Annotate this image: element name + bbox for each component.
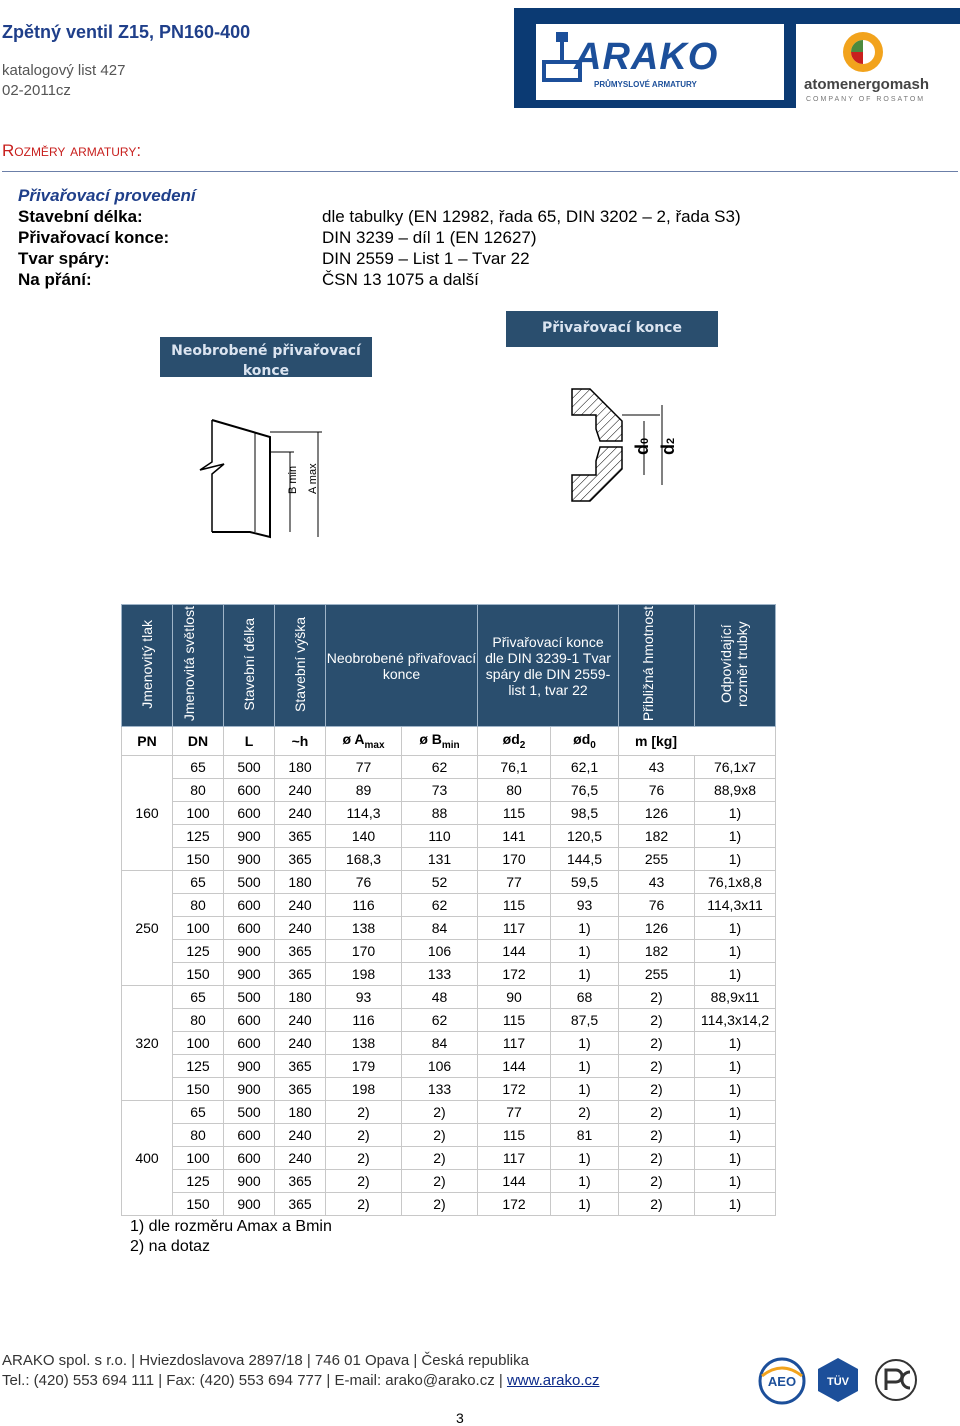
table-cell: 76 (619, 779, 695, 802)
col-header-nominal-pressure: Jmenovitý tlak (122, 605, 173, 727)
table-cell: 2) (619, 1147, 695, 1170)
table-cell: 2) (326, 1101, 402, 1124)
table-cell: 88 (402, 802, 478, 825)
table-cell: 600 (224, 779, 275, 802)
d0-label: d0 (632, 437, 652, 455)
table-cell: 88,9x8 (695, 779, 776, 802)
table-cell: 110 (402, 825, 478, 848)
table-cell: 365 (275, 940, 326, 963)
table-cell: 180 (275, 986, 326, 1009)
pn-cell: 400 (122, 1101, 173, 1216)
spec-value-weld-ends: DIN 3239 – díl 1 (EN 12627) (322, 228, 537, 247)
table-cell: 1) (695, 1032, 776, 1055)
tuv-badge-text: TÜV (827, 1376, 849, 1388)
table-cell: 2) (619, 1124, 695, 1147)
table-cell: 144 (478, 1170, 551, 1193)
table-cell: 365 (275, 1055, 326, 1078)
table-cell: 62 (402, 756, 478, 779)
table-cell: 125 (173, 1055, 224, 1078)
table-row (122, 1078, 776, 1101)
col-header-pipe-size: Odpovídající rozměr trubky (695, 605, 776, 727)
sub-header-h: ~h (275, 727, 326, 756)
table-cell: 365 (275, 1193, 326, 1216)
aeo-badge (752, 1356, 812, 1406)
footer-contact: Tel.: (420) 553 694 111 | Fax: (420) 553 694 777 | E-mail: arako@arako.cz | www.arako.cz (2, 1372, 600, 1389)
spec-label-on-request: Na přání: (18, 270, 92, 289)
table-cell: 182 (619, 940, 695, 963)
table-row (122, 779, 776, 802)
table-cell: 1) (695, 1078, 776, 1101)
table-cell: 900 (224, 940, 275, 963)
table-cell: 106 (402, 1055, 478, 1078)
section-subtitle: Přivařovací provedení (18, 186, 196, 205)
table-cell: 2) (619, 1009, 695, 1032)
table-cell: 116 (326, 894, 402, 917)
table-cell: 150 (173, 1078, 224, 1101)
table-cell: 126 (619, 802, 695, 825)
arako-logo-text: ARAKO (574, 36, 719, 78)
table-cell: 198 (326, 1078, 402, 1101)
table-row (122, 1170, 776, 1193)
table-cell: 115 (478, 802, 551, 825)
table-cell: 81 (551, 1124, 619, 1147)
table-cell: 600 (224, 802, 275, 825)
table-cell: 76,5 (551, 779, 619, 802)
col-header-weld-ends: Přivařovací konce dle DIN 3239-1 Tvar spáry dle DIN 2559-list 1, tvar 22 (478, 605, 619, 727)
sub-header-l: L (224, 727, 275, 756)
table-cell: 65 (173, 871, 224, 894)
table-cell: 1) (695, 1170, 776, 1193)
table-row (122, 1055, 776, 1078)
table-row (122, 1032, 776, 1055)
table-cell: 240 (275, 1032, 326, 1055)
col-header-nominal-size: Jmenovitá světlost (173, 605, 224, 727)
table-cell: 365 (275, 848, 326, 871)
table-cell: 240 (275, 1147, 326, 1170)
table-cell: 365 (275, 825, 326, 848)
table-cell: 900 (224, 1055, 275, 1078)
table-cell: 76 (619, 894, 695, 917)
table-cell: 98,5 (551, 802, 619, 825)
sub-header-dn: DN (173, 727, 224, 756)
table-cell: 62,1 (551, 756, 619, 779)
table-cell: 77 (478, 1101, 551, 1124)
table-cell: 100 (173, 917, 224, 940)
unmachined-ends-label: Neobrobené přivařovací konce (160, 337, 372, 377)
table-cell: 93 (326, 986, 402, 1009)
spec-value-length: dle tabulky (EN 12982, řada 65, DIN 3202 – 2, řada S3) (322, 207, 741, 226)
table-cell: 114,3x11 (695, 894, 776, 917)
table-cell: 2) (326, 1170, 402, 1193)
table-cell: 365 (275, 1170, 326, 1193)
table-row (122, 1101, 776, 1124)
table-cell: 144 (478, 940, 551, 963)
unmachined-end-drawing (190, 412, 340, 552)
table-cell: 114,3 (326, 802, 402, 825)
table-cell: 2) (326, 1147, 402, 1170)
footnote-2: 2) na dotaz (130, 1238, 211, 1255)
table-cell: 117 (478, 917, 551, 940)
table-cell: 1) (551, 1032, 619, 1055)
footnote-1: 1) dle rozměru Amax a Bmin (130, 1218, 332, 1235)
table-cell: 76 (326, 871, 402, 894)
table-cell: 2) (619, 1101, 695, 1124)
table-row (122, 894, 776, 917)
spec-value-joint-shape: DIN 2559 – List 1 – Tvar 22 (322, 249, 530, 268)
table-cell: 1) (695, 802, 776, 825)
table-cell: 600 (224, 917, 275, 940)
table-cell: 115 (478, 1009, 551, 1032)
table-cell: 88,9x11 (695, 986, 776, 1009)
table-body (122, 756, 776, 1216)
dimensions-table (121, 604, 776, 1216)
table-cell: 1) (695, 1101, 776, 1124)
table-cell: 1) (695, 848, 776, 871)
table-cell: 1) (551, 1193, 619, 1216)
table-cell: 115 (478, 894, 551, 917)
sub-header-d0: $ød_0$ (551, 727, 619, 756)
table-cell: 170 (326, 940, 402, 963)
table-cell: 1) (695, 1193, 776, 1216)
table-cell: 179 (326, 1055, 402, 1078)
table-cell: 62 (402, 894, 478, 917)
table-cell: 900 (224, 963, 275, 986)
table-cell: 125 (173, 1170, 224, 1193)
table-row (122, 986, 776, 1009)
table-row (122, 1009, 776, 1032)
table-cell: 68 (551, 986, 619, 1009)
footer-address: ARAKO spol. s r.o. | Hviezdoslavova 2897/18 | 746 01 Opava | Česká republika (2, 1352, 529, 1369)
edition-date: 02-2011cz (2, 82, 71, 99)
table-cell: 48 (402, 986, 478, 1009)
table-cell: 1) (551, 1170, 619, 1193)
table-cell: 150 (173, 963, 224, 986)
table-cell: 138 (326, 1032, 402, 1055)
table-cell: 65 (173, 986, 224, 1009)
section-title: Rozměry armatury: (2, 141, 142, 160)
table-cell: 87,5 (551, 1009, 619, 1032)
document-title: Zpětný ventil Z15, PN160-400 (2, 22, 251, 42)
table-cell: 126 (619, 917, 695, 940)
table-cell: 59,5 (551, 871, 619, 894)
table-cell: 170 (478, 848, 551, 871)
table-cell: 900 (224, 825, 275, 848)
table-cell: 2) (619, 1193, 695, 1216)
spec-label-length: Stavební délka: (18, 207, 143, 226)
table-cell: 1) (551, 1055, 619, 1078)
sub-header-amax: ø $A_{max}$ (326, 727, 402, 756)
table-row (122, 963, 776, 986)
table-cell: 1) (551, 940, 619, 963)
table-row (122, 940, 776, 963)
table-cell: 172 (478, 963, 551, 986)
table-cell: 1) (551, 963, 619, 986)
sub-header-d2: $ød_2$ (478, 727, 551, 756)
table-cell: 240 (275, 802, 326, 825)
weld-ends-label: Přivařovací konce (506, 311, 718, 347)
table-cell: 168,3 (326, 848, 402, 871)
table-cell: 43 (619, 871, 695, 894)
section-divider (2, 171, 958, 172)
table-cell: 198 (326, 963, 402, 986)
table-cell: 900 (224, 1078, 275, 1101)
d2-label: d2 (658, 437, 678, 455)
table-cell: 150 (173, 1193, 224, 1216)
pn-cell: 160 (122, 756, 173, 871)
table-cell: 125 (173, 940, 224, 963)
table-cell: 100 (173, 1147, 224, 1170)
table-cell: 900 (224, 1170, 275, 1193)
spec-value-on-request: ČSN 13 1075 a další (322, 270, 479, 289)
aem-emblem-icon (838, 30, 888, 74)
table-cell: 131 (402, 848, 478, 871)
table-cell: 2) (402, 1193, 478, 1216)
table-cell: 80 (173, 1124, 224, 1147)
spec-label-weld-ends: Přivařovací konce: (18, 228, 170, 247)
table-cell: 117 (478, 1147, 551, 1170)
table-cell: 500 (224, 871, 275, 894)
amax-label: A max (307, 463, 319, 494)
table-cell: 62 (402, 1009, 478, 1032)
table-cell: 117 (478, 1032, 551, 1055)
col-header-height: Stavební výška (275, 605, 326, 727)
table-cell: 65 (173, 1101, 224, 1124)
table-cell: 140 (326, 825, 402, 848)
sub-header-bmin: ø $B_{min}$ (402, 727, 478, 756)
table-row (122, 871, 776, 894)
table-cell: 84 (402, 1032, 478, 1055)
table-cell: 133 (402, 963, 478, 986)
table-row (122, 1147, 776, 1170)
table-cell: 180 (275, 871, 326, 894)
table-cell: 1) (551, 1078, 619, 1101)
table-cell: 180 (275, 1101, 326, 1124)
table-cell: 65 (173, 756, 224, 779)
table-cell: 73 (402, 779, 478, 802)
table-cell: 2) (402, 1170, 478, 1193)
table-cell: 1) (695, 963, 776, 986)
pc-certificate-badge (872, 1356, 922, 1404)
table-cell: 900 (224, 1193, 275, 1216)
sub-header-pn: PN (122, 727, 173, 756)
table-cell: 240 (275, 894, 326, 917)
table-row (122, 802, 776, 825)
table-cell: 2) (619, 986, 695, 1009)
weld-end-drawing (560, 385, 690, 525)
spec-label-joint-shape: Tvar spáry: (18, 249, 110, 268)
table-row (122, 848, 776, 871)
table-cell: 2) (326, 1193, 402, 1216)
table-cell: 93 (551, 894, 619, 917)
table-cell: 77 (326, 756, 402, 779)
table-cell: 141 (478, 825, 551, 848)
sub-header-mass: m [kg] (619, 727, 776, 756)
table-cell: 106 (402, 940, 478, 963)
table-cell: 80 (478, 779, 551, 802)
table-cell: 255 (619, 963, 695, 986)
table-cell: 2) (619, 1055, 695, 1078)
table-row (122, 825, 776, 848)
table-cell: 600 (224, 1147, 275, 1170)
table-cell: 172 (478, 1078, 551, 1101)
table-cell: 43 (619, 756, 695, 779)
table-cell: 80 (173, 894, 224, 917)
table-cell: 365 (275, 963, 326, 986)
table-cell: 77 (478, 871, 551, 894)
table-cell: 150 (173, 848, 224, 871)
table-cell: 500 (224, 1101, 275, 1124)
table-cell: 900 (224, 848, 275, 871)
aem-logo-text: atomenergomash (804, 76, 930, 93)
table-cell: 600 (224, 1032, 275, 1055)
col-header-weight: Přibližná hmotnost (619, 605, 695, 727)
table-cell: 125 (173, 825, 224, 848)
table-cell: 144,5 (551, 848, 619, 871)
table-cell: 180 (275, 756, 326, 779)
table-cell: 1) (695, 917, 776, 940)
table-cell: 100 (173, 802, 224, 825)
table-cell: 2) (402, 1101, 478, 1124)
table-cell: 144 (478, 1055, 551, 1078)
table-cell: 114,3x14,2 (695, 1009, 776, 1032)
table-cell: 76,1x7 (695, 756, 776, 779)
table-cell: 600 (224, 1124, 275, 1147)
table-cell: 2) (619, 1032, 695, 1055)
table-cell: 80 (173, 779, 224, 802)
table-cell: 600 (224, 894, 275, 917)
table-cell: 1) (695, 1147, 776, 1170)
bmin-label: B min (287, 465, 299, 494)
table-cell: 76,1x8,8 (695, 871, 776, 894)
table-cell: 116 (326, 1009, 402, 1032)
table-cell: 84 (402, 917, 478, 940)
table-cell: 115 (478, 1124, 551, 1147)
aeo-badge-text: AEO (767, 1374, 797, 1389)
table-cell: 600 (224, 1009, 275, 1032)
table-cell: 80 (173, 1009, 224, 1032)
table-cell: 172 (478, 1193, 551, 1216)
aem-logo-subtitle: COMPANY OF ROSATOM (806, 96, 926, 103)
table-cell: 1) (551, 1147, 619, 1170)
table-cell: 2) (402, 1147, 478, 1170)
pn-cell: 320 (122, 986, 173, 1101)
table-cell: 90 (478, 986, 551, 1009)
table-cell: 2) (326, 1124, 402, 1147)
col-header-unmachined-ends: Neobrobené přivařovací konce (326, 605, 478, 727)
table-row (122, 1124, 776, 1147)
table-cell: 120,5 (551, 825, 619, 848)
table-cell: 255 (619, 848, 695, 871)
table-cell: 240 (275, 1009, 326, 1032)
col-header-length: Stavební délka (224, 605, 275, 727)
table-cell: 2) (619, 1078, 695, 1101)
table-cell: 2) (551, 1101, 619, 1124)
table-cell: 1) (695, 825, 776, 848)
table-cell: 2) (402, 1124, 478, 1147)
table-row (122, 917, 776, 940)
table-cell: 76,1 (478, 756, 551, 779)
table-row (122, 1193, 776, 1216)
table-cell: 240 (275, 779, 326, 802)
table-row (122, 756, 776, 779)
table-cell: 182 (619, 825, 695, 848)
table-cell: 365 (275, 1078, 326, 1101)
page-number: 3 (456, 1410, 464, 1426)
table-cell: 1) (695, 1055, 776, 1078)
website-link[interactable]: www.arako.cz (506, 1372, 600, 1389)
table-cell: 500 (224, 756, 275, 779)
table-cell: 133 (402, 1078, 478, 1101)
table-cell: 500 (224, 986, 275, 1009)
table-cell: 52 (402, 871, 478, 894)
table-cell: 1) (695, 1124, 776, 1147)
arako-logo-subtitle: PRŮMYSLOVÉ ARMATURY (594, 80, 697, 89)
table-cell: 1) (551, 917, 619, 940)
table-cell: 100 (173, 1032, 224, 1055)
table-cell: 1) (695, 940, 776, 963)
table-cell: 240 (275, 917, 326, 940)
table-cell: 2) (619, 1170, 695, 1193)
table-cell: 240 (275, 1124, 326, 1147)
table-cell: 89 (326, 779, 402, 802)
pn-cell: 250 (122, 871, 173, 986)
tuv-badge (814, 1356, 862, 1404)
catalog-sheet-label: katalogový list 427 (2, 62, 126, 79)
table-cell: 138 (326, 917, 402, 940)
